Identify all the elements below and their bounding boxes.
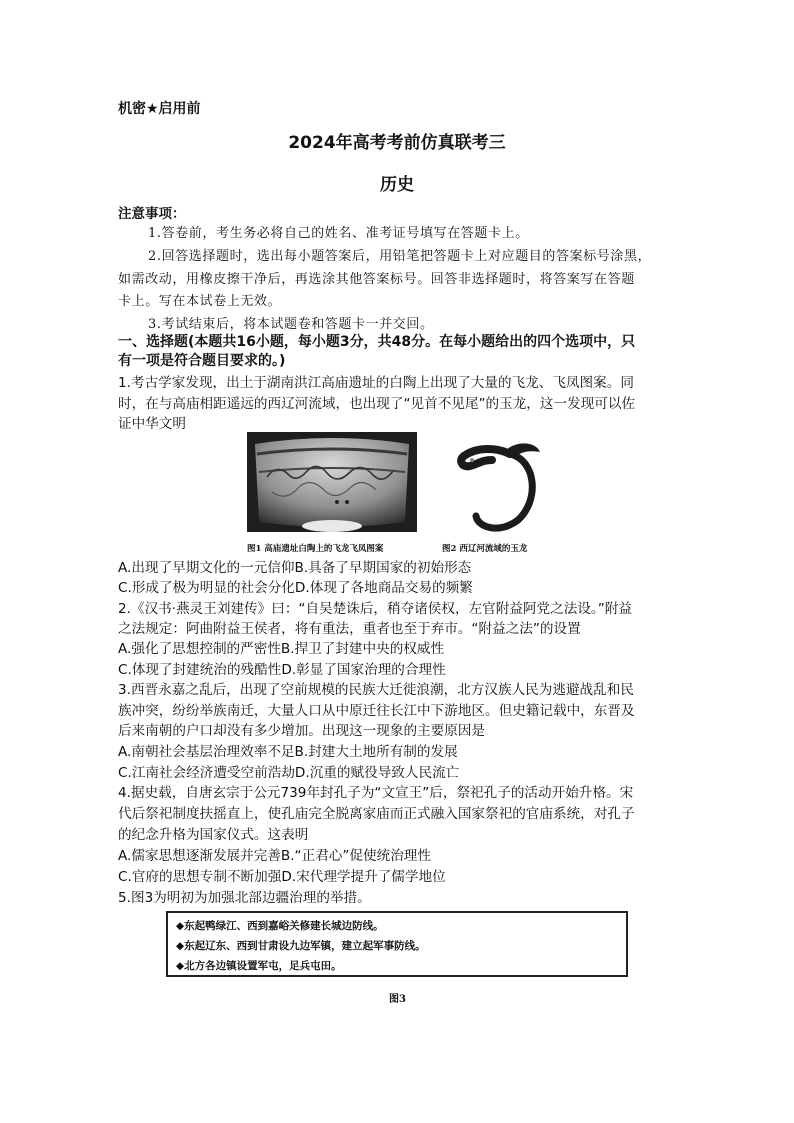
- question-1-option: C.形成了极为明显的社会分化D.体现了各地商品交易的频繁: [118, 580, 473, 596]
- question-2-option: C.体现了封建统治的残酷性D.彰显了国家治理的合理性: [118, 662, 446, 678]
- notice-line: 3.考试结束后，将本试题卷和答题卡一并交回。: [148, 317, 434, 332]
- question-2-text: 2.《汉书·燕灵王刘建传》曰：“自吴楚诛后，稍夺诸侯权，左官附益阿党之法设。”附益: [118, 601, 632, 617]
- question-2-option: A.强化了思想控制的严密性B.捍卫了封建中央的权威性: [118, 641, 445, 657]
- question-4-text: 4.据史载，自唐玄宗于公元739年封孔子为“文宣王”后，祭祀孔子的活动开始升格。宋: [118, 785, 634, 801]
- figure-1-pottery-image: [247, 432, 417, 532]
- figure-1-caption: 图1 高庙遗址白陶上的飞龙飞凤图案: [247, 544, 384, 554]
- exam-subject: 历史: [380, 175, 414, 195]
- notice-line: 卡上。写在本试卷上无效。: [118, 294, 282, 309]
- question-5-text: 5.图3为明初为加强北部边疆治理的举措。: [118, 890, 371, 906]
- question-3-text: 后来南朝的户口却没有多少增加。出现这一现象的主要原因是: [118, 723, 486, 739]
- notice-line: 如需改动，用橡皮擦干净后，再选涂其他答案标号。回答非选择题时，将答案写在答题: [118, 272, 635, 287]
- question-4-option: A.儒家思想逐渐发展并完善B.“正君心”促使统治理性: [118, 848, 431, 864]
- question-1-text: 时，在与高庙相距遥远的西辽河流域，也出现了“见首不见尾”的玉龙，这一发现可以佐: [118, 396, 636, 412]
- question-1-text: 1.考古学家发现，出土于湖南洪江高庙遗址的白陶上出现了大量的飞龙、飞凤图案。同: [118, 375, 634, 391]
- notice-line: 2.回答选择题时，选出每小题答案后，用铅笔把答题卡上对应题目的答案标号涂黑，: [148, 249, 652, 264]
- figure-2-jade-dragon-image: [448, 438, 546, 534]
- confidential-label: 机密★启用前: [118, 101, 201, 117]
- figure-3-box: [166, 911, 628, 977]
- section-heading: 一、选择题(本题共16小题，每小题3分，共48分。在每小题给出的四个选项中，只: [118, 334, 636, 350]
- figure-2-caption: 图2 西辽河流域的玉龙: [442, 544, 528, 554]
- question-4-option: C.官府的思想专制不断加强D.宋代理学提升了儒学地位: [118, 869, 446, 885]
- question-2-text: 之法规定：阿曲附益王侯者，将有重法，重者也至于弃市。“附益之法”的设置: [118, 621, 581, 637]
- question-3-text: 族冲突，纷纷举族南迁，大量人口从中原迁往长江中下游地区。但史籍记载中，东晋及: [118, 703, 635, 719]
- notice-heading: 注意事项：: [118, 206, 186, 222]
- question-3-text: 3.西晋永嘉之乱后，出现了空前规模的民族大迁徙浪潮，北方汉族人民为逃避战乱和民: [118, 682, 634, 698]
- figure-3-item: ◆东起辽东、西到甘肃设九边军镇，建立起军事防线。: [176, 940, 426, 952]
- question-3-option: C.江南社会经济遭受空前浩劫D.沉重的赋役导致人民流亡: [118, 765, 460, 781]
- section-heading: 有一项是符合题目要求的。): [118, 353, 286, 369]
- figure-3-caption: 图3: [389, 994, 406, 1005]
- exam-title: 2024年高考考前仿真联考三: [288, 133, 506, 153]
- question-1-text: 证中华文明: [118, 416, 186, 432]
- figure-3-item: ◆北方各边镇设置军屯，足兵屯田。: [176, 960, 342, 972]
- notice-line: 1.答卷前，考生务必将自己的姓名、准考证号填写在答题卡上。: [148, 226, 529, 241]
- question-3-option: A.南朝社会基层治理效率不足B.封建大土地所有制的发展: [118, 744, 458, 760]
- figure-3-item: ◆东起鸭绿江、西到嘉峪关修建长城边防线。: [176, 920, 384, 932]
- question-4-text: 代后祭祀制度扶摇直上，使孔庙完全脱离家庙而正式融入国家祭祀的官庙系统，对孔子: [118, 806, 635, 822]
- question-4-text: 的纪念升格为国家仪式。这表明: [118, 827, 309, 843]
- question-1-option: A.出现了早期文化的一元信仰B.具备了早期国家的初始形态: [118, 560, 472, 576]
